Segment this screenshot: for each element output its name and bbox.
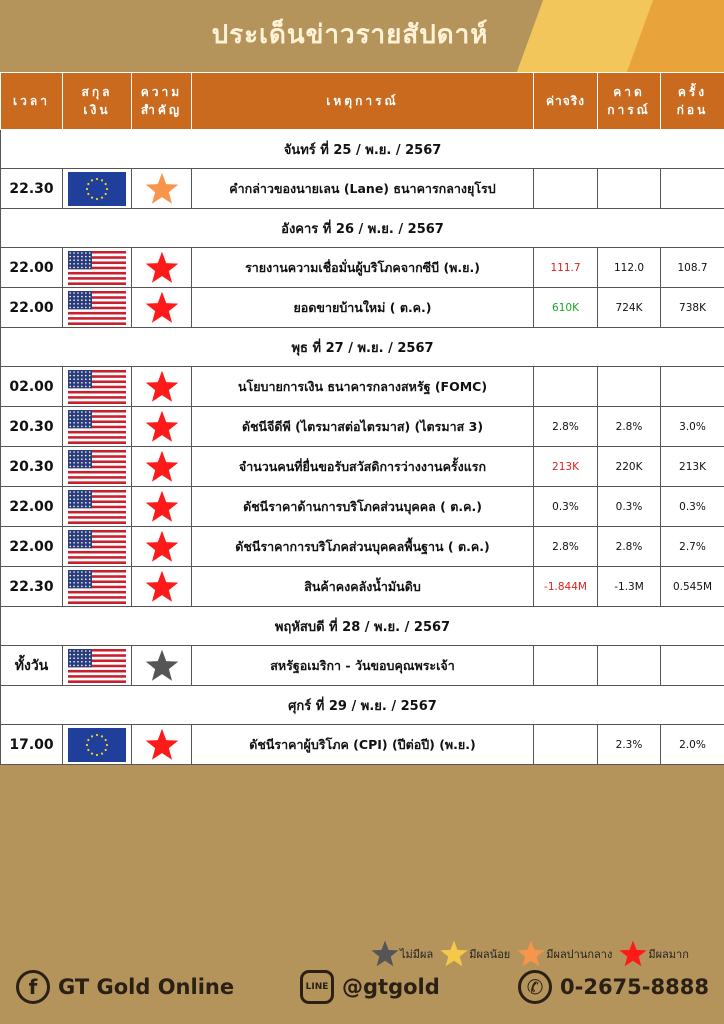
table-row	[1, 169, 724, 209]
event-name: ดัชนีราคาด้านการบริโภคส่วนบุคคล ( ต.ค.)	[192, 487, 534, 527]
importance-cell	[132, 447, 192, 487]
previous-value: 108.7	[661, 248, 724, 288]
table-row	[1, 725, 724, 765]
importance-cell	[132, 646, 192, 686]
us-flag-icon	[68, 291, 126, 325]
actual-value	[534, 725, 598, 765]
star-high-icon	[144, 369, 180, 405]
actual-value: 610K	[534, 288, 598, 328]
date-label: จันทร์ ที่ 25 / พ.ย. / 2567	[1, 130, 724, 169]
event-name: สหรัฐอเมริกา - วันขอบคุณพระเจ้า	[192, 646, 534, 686]
event-time: 22.00	[1, 487, 63, 527]
date-label: พุธ ที่ 27 / พ.ย. / 2567	[1, 328, 724, 367]
legend-label: ไม่มีผล	[400, 948, 434, 961]
currency-cell	[63, 646, 132, 686]
event-name: ดัชนีราคาการบริโภคส่วนบุคคลพื้นฐาน ( ต.ค.)	[192, 527, 534, 567]
previous-value: 738K	[661, 288, 724, 328]
star-high-icon	[144, 529, 180, 565]
col-header-forecast: คาด การณ์	[598, 73, 661, 130]
actual-value	[534, 169, 598, 209]
event-time: 20.30	[1, 407, 63, 447]
table-row	[1, 248, 724, 288]
forecast-value: 2.8%	[598, 407, 661, 447]
col-header-importance: ความ สำคัญ	[132, 73, 192, 130]
previous-value: 0.545M	[661, 567, 724, 607]
forecast-value: 2.3%	[598, 725, 661, 765]
currency-cell	[63, 487, 132, 527]
event-name: รายงานความเชื่อมั่นผู้บริโภคจากซีบี (พ.ย.)	[192, 248, 534, 288]
us-flag-icon	[68, 251, 126, 285]
facebook-contact[interactable]	[16, 970, 234, 1004]
date-row	[1, 686, 724, 725]
actual-value	[534, 646, 598, 686]
legend-label: มีผลน้อย	[469, 948, 511, 961]
actual-value: 2.8%	[534, 407, 598, 447]
previous-value	[661, 646, 724, 686]
event-name: ยอดขายบ้านใหม่ ( ต.ค.)	[192, 288, 534, 328]
table-row	[1, 567, 724, 607]
date-label: อังคาร ที่ 26 / พ.ย. / 2567	[1, 209, 724, 248]
star-high-icon	[144, 250, 180, 286]
date-row	[1, 607, 724, 646]
importance-cell	[132, 248, 192, 288]
us-flag-icon	[68, 410, 126, 444]
event-time: 02.00	[1, 367, 63, 407]
currency-cell	[63, 527, 132, 567]
us-flag-icon	[68, 649, 126, 683]
line-label: @gtgold	[342, 975, 440, 999]
table-row	[1, 407, 724, 447]
importance-cell	[132, 407, 192, 447]
previous-value: 213K	[661, 447, 724, 487]
page-title: ประเด็นข่าวรายสัปดาห์	[211, 20, 489, 50]
event-time: 17.00	[1, 725, 63, 765]
phone-icon: ✆	[518, 970, 552, 1004]
forecast-value: 220K	[598, 447, 661, 487]
forecast-value	[598, 169, 661, 209]
line-contact[interactable]	[300, 970, 440, 1004]
footer	[0, 962, 724, 1012]
star-high-icon	[144, 727, 180, 763]
event-name: ดัชนีราคาผู้บริโภค (CPI) (ปีต่อปี) (พ.ย.)	[192, 725, 534, 765]
event-name: สินค้าคงคลังน้ำมันดิบ	[192, 567, 534, 607]
star-medium-icon	[144, 171, 180, 207]
col-header-currency: สกุล เงิน	[63, 73, 132, 130]
importance-cell	[132, 487, 192, 527]
event-time: 22.30	[1, 567, 63, 607]
currency-cell	[63, 367, 132, 407]
col-header-previous: ครั้ง ก่อน	[661, 73, 724, 130]
event-time: 22.00	[1, 527, 63, 567]
us-flag-icon	[68, 570, 126, 604]
event-time: ทั้งวัน	[1, 646, 63, 686]
importance-cell	[132, 527, 192, 567]
importance-cell	[132, 367, 192, 407]
us-flag-icon	[68, 450, 126, 484]
table-row	[1, 527, 724, 567]
forecast-value	[598, 367, 661, 407]
date-label: ศุกร์ ที่ 29 / พ.ย. / 2567	[1, 686, 724, 725]
forecast-value: 0.3%	[598, 487, 661, 527]
table-row	[1, 447, 724, 487]
currency-cell	[63, 725, 132, 765]
actual-value	[534, 367, 598, 407]
star-high-icon	[144, 489, 180, 525]
event-name: คำกล่าวของนายเลน (Lane) ธนาคารกลางยุโรป	[192, 169, 534, 209]
date-label: พฤหัสบดี ที่ 28 / พ.ย. / 2567	[1, 607, 724, 646]
forecast-value: -1.3M	[598, 567, 661, 607]
importance-cell	[132, 288, 192, 328]
star-high-icon	[144, 290, 180, 326]
previous-value: 2.0%	[661, 725, 724, 765]
date-row	[1, 328, 724, 367]
eu-flag-icon	[68, 172, 126, 206]
star-high-icon	[144, 569, 180, 605]
us-flag-icon	[68, 490, 126, 524]
forecast-value	[598, 646, 661, 686]
col-header-time: เวลา	[1, 73, 63, 130]
actual-value: 0.3%	[534, 487, 598, 527]
us-flag-icon	[68, 530, 126, 564]
currency-cell	[63, 288, 132, 328]
importance-cell	[132, 725, 192, 765]
table-row	[1, 646, 724, 686]
forecast-value: 2.8%	[598, 527, 661, 567]
table-row	[1, 367, 724, 407]
line-icon: LINE	[300, 970, 334, 1004]
forecast-value: 724K	[598, 288, 661, 328]
phone-contact[interactable]	[518, 970, 709, 1004]
table-row	[1, 487, 724, 527]
actual-value: 213K	[534, 447, 598, 487]
header-banner	[0, 0, 724, 72]
importance-cell	[132, 169, 192, 209]
forecast-value: 112.0	[598, 248, 661, 288]
actual-value: -1.844M	[534, 567, 598, 607]
col-header-actual: ค่าจริง	[534, 73, 598, 130]
legend-label: มีผลมาก	[648, 948, 689, 961]
facebook-icon: f	[16, 970, 50, 1004]
event-name: ดัชนีจีดีพี (ไตรมาสต่อไตรมาส) (ไตรมาส 3)	[192, 407, 534, 447]
event-time: 22.30	[1, 169, 63, 209]
currency-cell	[63, 169, 132, 209]
legend-label: มีผลปานกลาง	[546, 948, 613, 961]
table-header-row	[1, 73, 724, 130]
actual-value: 111.7	[534, 248, 598, 288]
previous-value	[661, 367, 724, 407]
event-time: 20.30	[1, 447, 63, 487]
currency-cell	[63, 248, 132, 288]
event-time: 22.00	[1, 288, 63, 328]
star-high-icon	[144, 449, 180, 485]
previous-value: 3.0%	[661, 407, 724, 447]
facebook-label: GT Gold Online	[58, 975, 235, 999]
event-name: นโยบายการเงิน ธนาคารกลางสหรัฐ (FOMC)	[192, 367, 534, 407]
event-name: จำนวนคนที่ยื่นขอรับสวัสดิการว่างงานครั้งแรก	[192, 447, 534, 487]
phone-label: 0-2675-8888	[560, 975, 709, 999]
date-row	[1, 209, 724, 248]
previous-value: 2.7%	[661, 527, 724, 567]
star-none-icon	[144, 648, 180, 684]
previous-value	[661, 169, 724, 209]
eu-flag-icon	[68, 728, 126, 762]
currency-cell	[63, 567, 132, 607]
date-row	[1, 130, 724, 169]
previous-value: 0.3%	[661, 487, 724, 527]
col-header-event: เหตุการณ์	[192, 73, 534, 130]
table-row	[1, 288, 724, 328]
star-high-icon	[144, 409, 180, 445]
economic-calendar-table	[0, 72, 724, 765]
actual-value: 2.8%	[534, 527, 598, 567]
currency-cell	[63, 407, 132, 447]
event-time: 22.00	[1, 248, 63, 288]
currency-cell	[63, 447, 132, 487]
importance-cell	[132, 567, 192, 607]
us-flag-icon	[68, 370, 126, 404]
